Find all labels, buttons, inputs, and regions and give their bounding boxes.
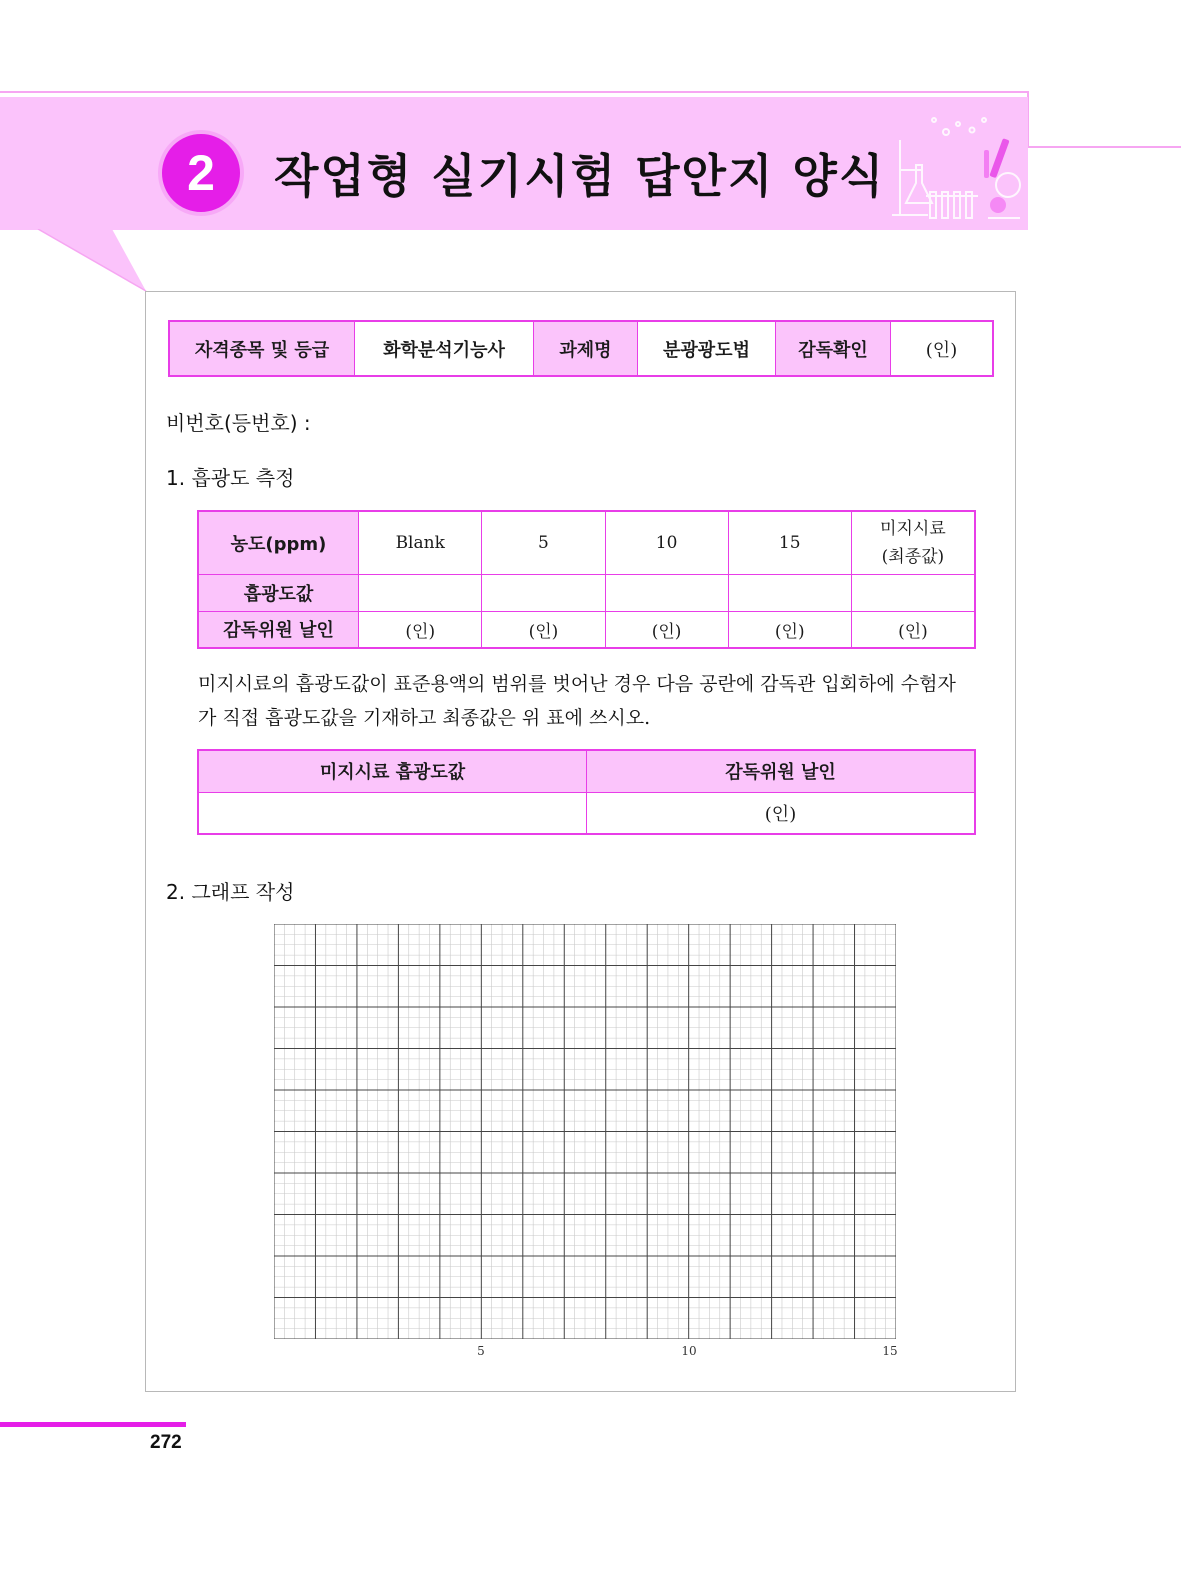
section2-title: 2. 그래프 작성 (166, 880, 295, 904)
note-line-2: 가 직접 흡광도값을 기재하고 최종값은 위 표에 쓰시오. (198, 707, 651, 729)
seal-cell: (인) (359, 611, 482, 648)
absorbance-table (197, 510, 976, 649)
lab-equipment-icon (888, 110, 1023, 228)
banner-tail-line (1027, 146, 1181, 148)
unknown-seal-cell: (인) (587, 792, 976, 834)
absorbance-row (198, 574, 975, 611)
chapter-title: 작업형 실기시험 답안지 양식 (274, 149, 886, 203)
absorbance-cell[interactable] (605, 574, 728, 611)
chapter-number: 2 (158, 130, 244, 216)
task-value: 분광광도법 (638, 321, 776, 376)
absorbance-cell[interactable] (851, 574, 975, 611)
x-tick-10: 10 (681, 1344, 697, 1358)
section1-title: 1. 흡광도 측정 (166, 466, 295, 490)
seal-cell: (인) (482, 611, 605, 648)
supervisor-seal: (인) (891, 321, 994, 376)
id-number-label: 비번호(등번호) : (166, 411, 311, 435)
unknown-label-line2: (최종값) (881, 546, 945, 567)
seal-header: 감독위원 날인 (198, 611, 359, 648)
page-number: 272 (150, 1432, 182, 1453)
supervisor-check-label: 감독확인 (776, 321, 891, 376)
info-table (168, 320, 994, 377)
concentration-header: 농도(ppm) (198, 511, 359, 574)
concentration-unknown (851, 511, 975, 574)
unknown-absorbance-cell[interactable] (198, 792, 587, 834)
qualification-value: 화학분석기능사 (355, 321, 534, 376)
banner-speech-tail (0, 229, 160, 299)
absorbance-cell[interactable] (359, 574, 482, 611)
page-accent-bar (0, 1422, 186, 1427)
concentration-row (198, 511, 975, 574)
absorbance-cell[interactable] (482, 574, 605, 611)
note-line-1: 미지시료의 흡광도값이 표준용액의 범위를 벗어난 경우 다음 공란에 감독관 입회하에 수험자 (198, 673, 956, 695)
task-label: 과제명 (534, 321, 638, 376)
concentration-10: 10 (605, 511, 728, 574)
seal-cell: (인) (851, 611, 975, 648)
graph-paper[interactable] (274, 924, 896, 1339)
concentration-blank: Blank (359, 511, 482, 574)
unknown-sample-table (197, 749, 976, 835)
unknown-label-line1: 미지시료 (880, 518, 946, 539)
x-tick-5: 5 (477, 1344, 485, 1358)
unknown-seal-header: 감독위원 날인 (587, 750, 976, 792)
qualification-label: 자격종목 및 등급 (169, 321, 355, 376)
instruction-note (198, 667, 988, 735)
x-tick-15: 15 (882, 1344, 898, 1358)
concentration-5: 5 (482, 511, 605, 574)
seal-cell: (인) (605, 611, 728, 648)
unknown-absorbance-header: 미지시료 흡광도값 (198, 750, 587, 792)
concentration-15: 15 (728, 511, 851, 574)
seal-row (198, 611, 975, 648)
absorbance-header: 흡광도값 (198, 574, 359, 611)
absorbance-cell[interactable] (728, 574, 851, 611)
seal-cell: (인) (728, 611, 851, 648)
banner-top-line (0, 91, 1029, 93)
